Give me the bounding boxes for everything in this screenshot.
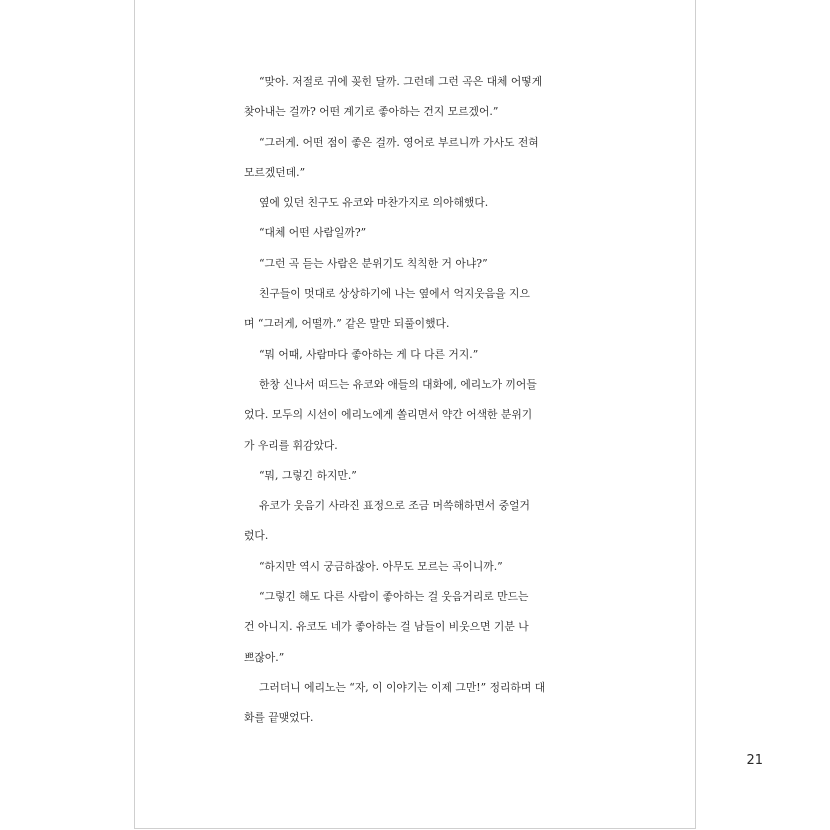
text-line: 유코가 웃음기 사라진 표정으로 조금 머쓱해하면서 중얼거 [259,499,530,513]
text-line: “맞아. 저절로 귀에 꽂힌 달까. 그런데 그런 곡은 대체 어떻게 [259,75,543,88]
text-line: “뭐 어때, 사람마다 좋아하는 게 다 다른 거지.” [259,347,479,361]
text-line: 모르겠던데.” [244,165,306,179]
text-line: “그렇긴 해도 다른 사람이 좋아하는 걸 웃음거리로 만드는 [259,590,529,604]
text-line: 가 우리를 휘감았다. [244,438,338,452]
body-text [244,67,764,734]
text-line: “그런 곡 듣는 사람은 분위기도 칙칙한 거 아냐?” [259,256,488,270]
text-line: “그러게. 어떤 점이 좋은 걸까. 영어로 부르니까 가사도 전혀 [259,135,539,149]
text-line: 며 “그러게, 어떨까.” 같은 말만 되풀이했다. [244,317,450,331]
text-line: 쁘잖아.” [244,650,285,664]
text-line: 화를 끝맺었다. [244,711,314,725]
text-line: 었다. 모두의 시선이 에리노에게 쏠리면서 약간 어색한 분위기 [244,408,533,422]
text-line: 그러더니 에리노는 “자, 이 이야기는 이제 그만!” 정리하며 대 [259,680,546,694]
page-number: 21 [746,753,763,768]
text-line: 렸다. [244,529,269,543]
text-line: 옆에 있던 친구도 유코와 마찬가지로 의아해했다. [259,196,489,210]
book-page [134,0,763,829]
text-line: 찾아내는 걸까? 어떤 계기로 좋아하는 건지 모르겠어.” [244,105,499,119]
text-line: 한창 신나서 떠드는 유코와 애들의 대화에, 에리노가 끼어들 [259,377,537,391]
text-line: “하지만 역시 궁금하잖아. 아무도 모르는 곡이니까.” [259,559,503,573]
text-line: 친구들이 멋대로 상상하기에 나는 옆에서 억지웃음을 지으 [259,287,530,301]
text-line: “뭐, 그렇긴 하지만.” [259,468,357,482]
text-line: 건 아니지. 유코도 네가 좋아하는 걸 남들이 비웃으면 기분 나 [244,620,529,634]
text-line: “대체 어떤 사람일까?” [259,226,367,240]
